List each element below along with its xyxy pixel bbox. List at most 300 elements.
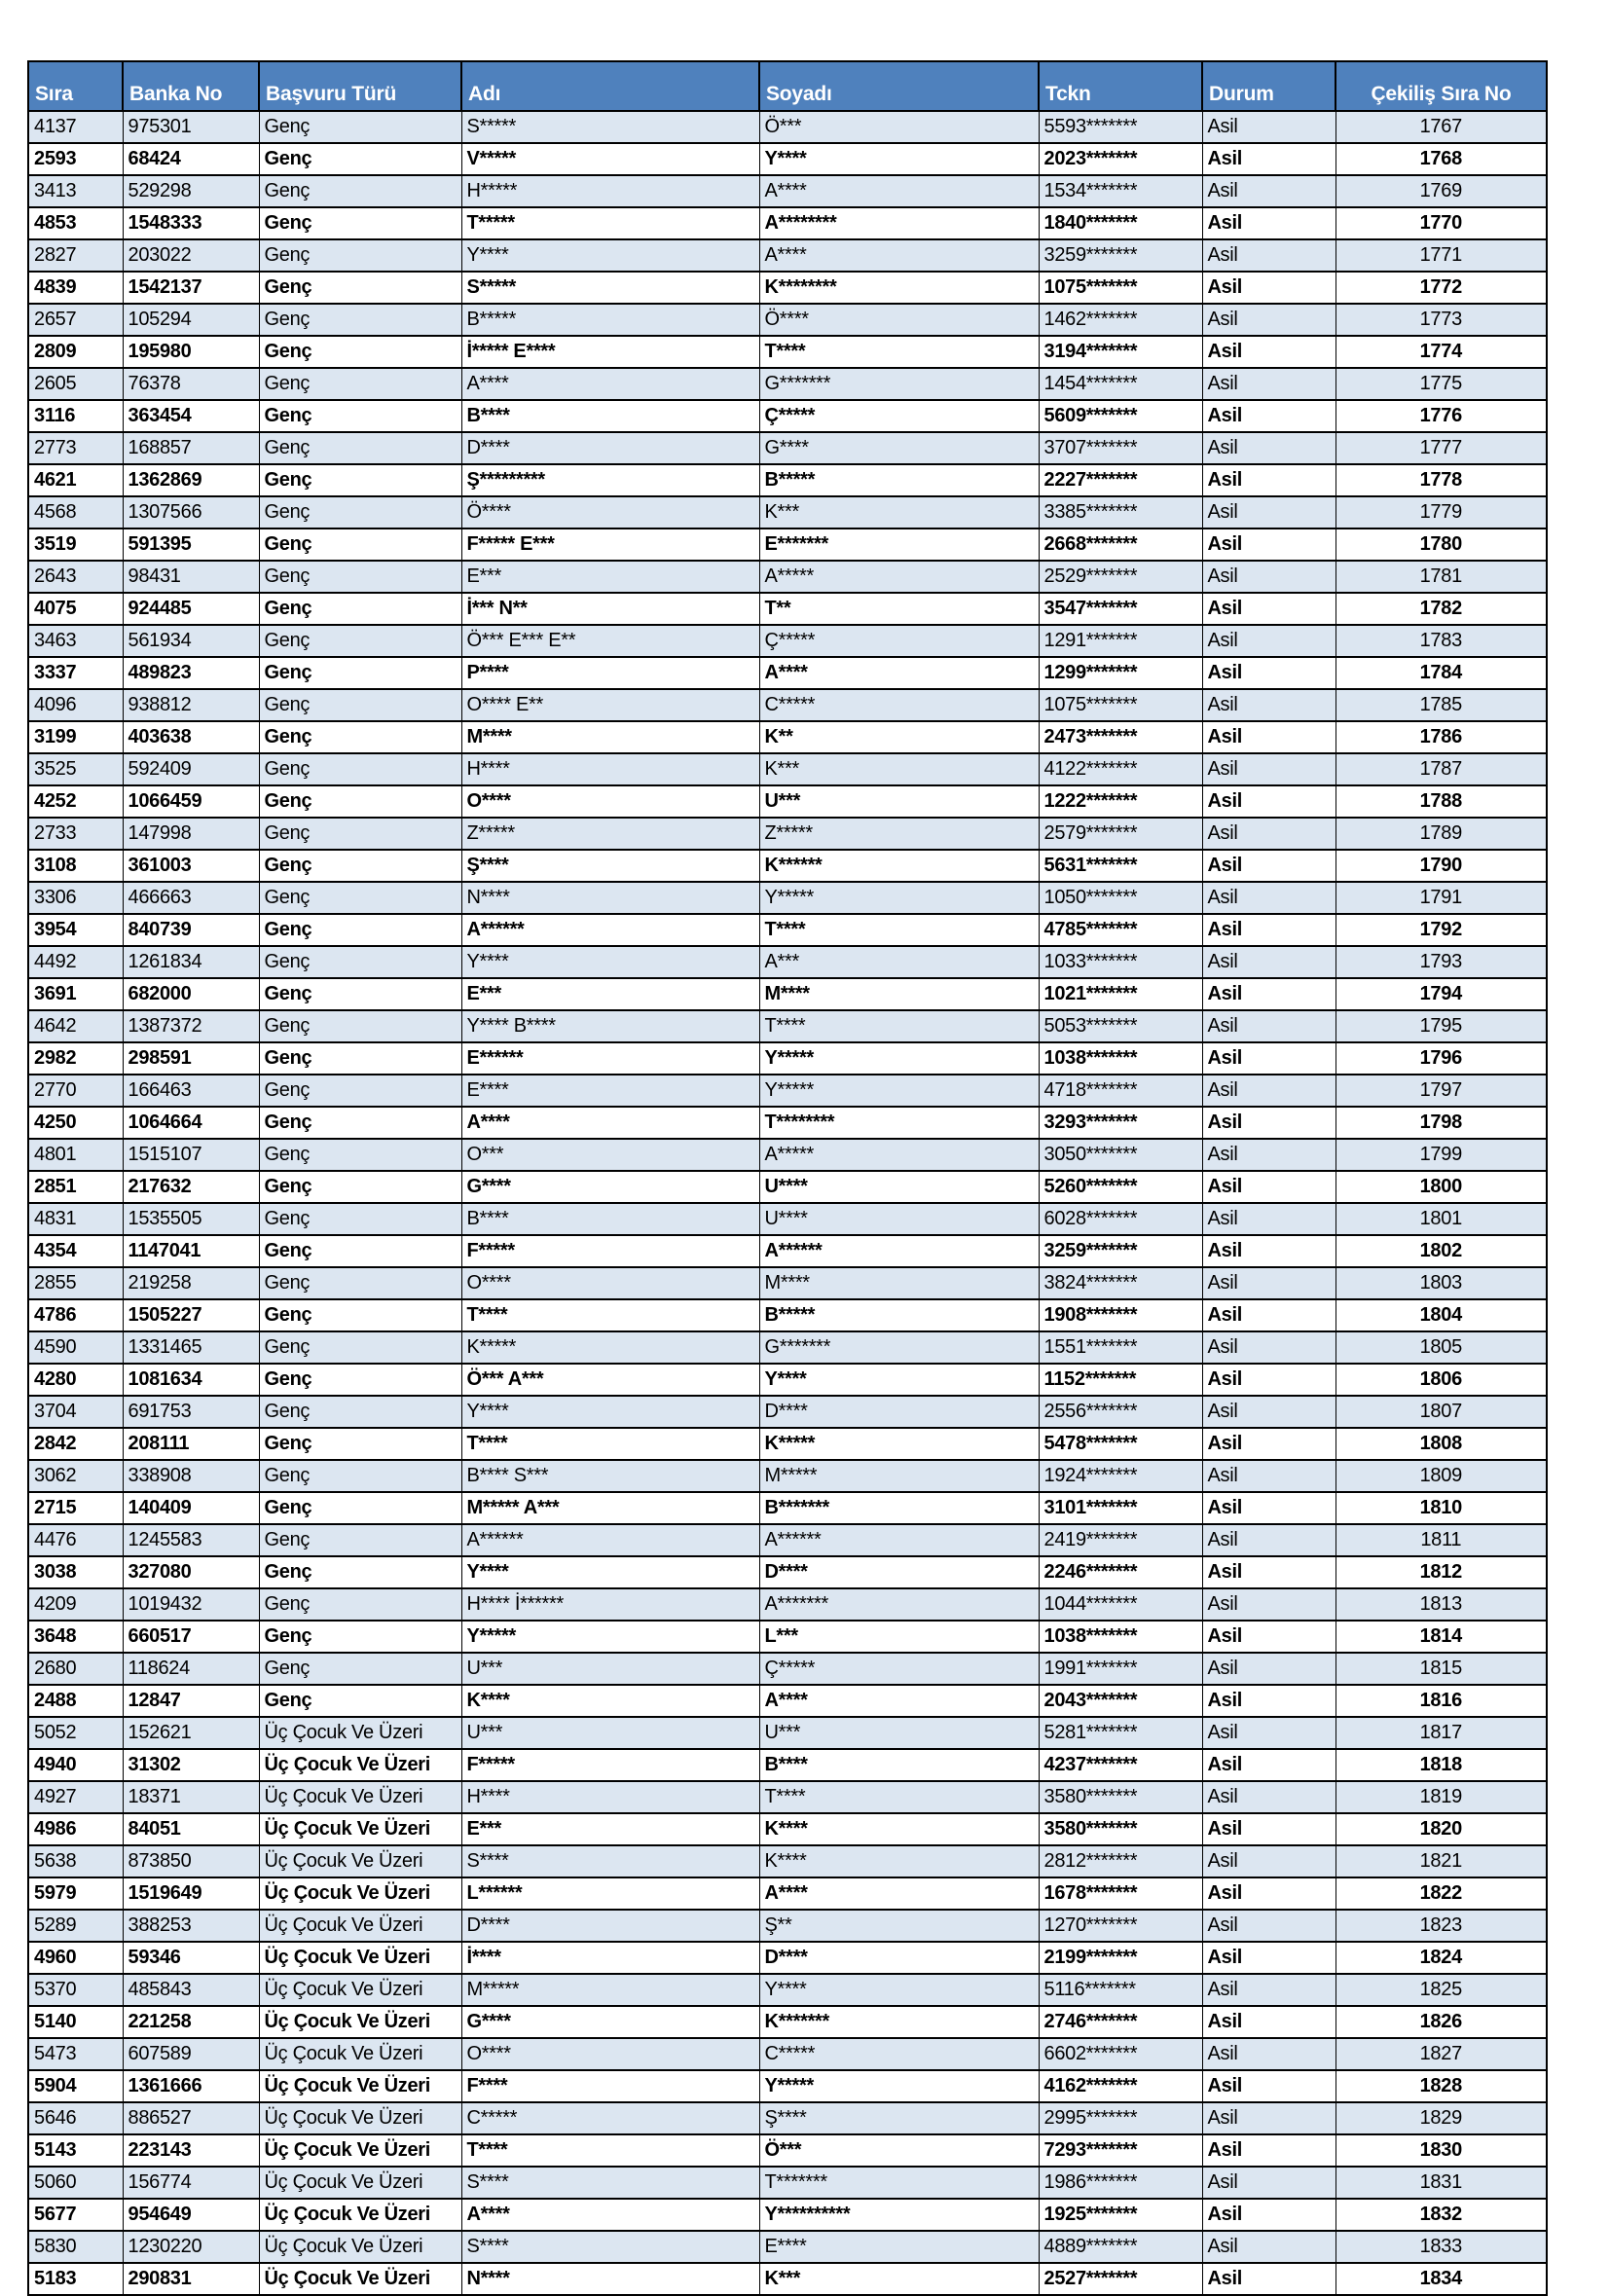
column-header-cekilis-sira-no: Çekiliş Sıra No (1336, 61, 1547, 111)
table-row (28, 593, 1547, 625)
cell-durum: Asil (1202, 1556, 1336, 1588)
cell-durum: Asil (1202, 625, 1336, 657)
table-row (28, 1331, 1547, 1364)
cell-tur: Genç (259, 785, 461, 818)
cell-adi: A**** (461, 1107, 759, 1139)
cell-durum: Asil (1202, 1749, 1336, 1781)
cell-soyadi: Y***** (759, 882, 1039, 914)
cell-soyadi: A******** (759, 207, 1039, 239)
cell-tckn: 3580******* (1039, 1781, 1202, 1813)
cell-tur: Üç Çocuk Ve Üzeri (259, 1749, 461, 1781)
cell-durum: Asil (1202, 882, 1336, 914)
cell-tckn: 6028******* (1039, 1203, 1202, 1235)
cell-tckn: 2668******* (1039, 528, 1202, 561)
cell-banka: 388253 (123, 1910, 259, 1942)
cell-tur: Genç (259, 368, 461, 400)
cell-tckn: 1038******* (1039, 1621, 1202, 1653)
cell-tur: Genç (259, 1460, 461, 1492)
cell-durum: Asil (1202, 1974, 1336, 2006)
cell-sira: 2851 (28, 1171, 123, 1203)
cell-soyadi: B***** (759, 464, 1039, 496)
cell-cekilis: 1775 (1336, 368, 1547, 400)
cell-sira: 4209 (28, 1588, 123, 1621)
cell-sira: 4354 (28, 1235, 123, 1267)
cell-adi: Ö*** E*** E** (461, 625, 759, 657)
cell-banka: 466663 (123, 882, 259, 914)
table-row (28, 818, 1547, 850)
cell-tur: Genç (259, 689, 461, 721)
cell-sira: 2657 (28, 304, 123, 336)
cell-durum: Asil (1202, 1107, 1336, 1139)
cell-banka: 561934 (123, 625, 259, 657)
cell-banka: 938812 (123, 689, 259, 721)
cell-adi: C***** (461, 2102, 759, 2134)
cell-soyadi: E******* (759, 528, 1039, 561)
cell-banka: 691753 (123, 1396, 259, 1428)
cell-banka: 140409 (123, 1492, 259, 1524)
cell-soyadi: M**** (759, 978, 1039, 1010)
cell-soyadi: A***** (759, 561, 1039, 593)
cell-soyadi: T******* (759, 2167, 1039, 2199)
cell-sira: 2827 (28, 239, 123, 272)
table-row (28, 2134, 1547, 2167)
cell-cekilis: 1797 (1336, 1075, 1547, 1107)
cell-durum: Asil (1202, 2070, 1336, 2102)
table-row (28, 689, 1547, 721)
column-header-durum: Durum (1202, 61, 1336, 111)
cell-cekilis: 1788 (1336, 785, 1547, 818)
cell-sira: 2715 (28, 1492, 123, 1524)
cell-soyadi: K******** (759, 272, 1039, 304)
table-row (28, 432, 1547, 464)
cell-adi: F**** (461, 2070, 759, 2102)
cell-cekilis: 1768 (1336, 143, 1547, 175)
cell-adi: B***** (461, 304, 759, 336)
cell-adi: E**** (461, 1075, 759, 1107)
cell-banka: 152621 (123, 1717, 259, 1749)
cell-banka: 1307566 (123, 496, 259, 528)
cell-tckn: 1925******* (1039, 2199, 1202, 2231)
cell-soyadi: T******** (759, 1107, 1039, 1139)
cell-durum: Asil (1202, 496, 1336, 528)
table-row (28, 2263, 1547, 2295)
cell-sira: 3116 (28, 400, 123, 432)
cell-tckn: 1222******* (1039, 785, 1202, 818)
cell-tur: Genç (259, 657, 461, 689)
cell-sira: 3954 (28, 914, 123, 946)
cell-adi: A****** (461, 914, 759, 946)
cell-cekilis: 1829 (1336, 2102, 1547, 2134)
cell-adi: Y**** B**** (461, 1010, 759, 1042)
cell-soyadi: G**** (759, 432, 1039, 464)
cell-sira: 3062 (28, 1460, 123, 1492)
cell-cekilis: 1807 (1336, 1396, 1547, 1428)
cell-adi: B**** S*** (461, 1460, 759, 1492)
cell-tckn: 1270******* (1039, 1910, 1202, 1942)
table-row (28, 2102, 1547, 2134)
cell-adi: T**** (461, 1428, 759, 1460)
table-row (28, 1267, 1547, 1299)
table-row (28, 1845, 1547, 1877)
cell-adi: F***** (461, 1749, 759, 1781)
cell-banka: 168857 (123, 432, 259, 464)
cell-cekilis: 1784 (1336, 657, 1547, 689)
table-header (28, 61, 1547, 111)
cell-durum: Asil (1202, 2102, 1336, 2134)
cell-durum: Asil (1202, 2231, 1336, 2263)
cell-sira: 4476 (28, 1524, 123, 1556)
cell-sira: 2643 (28, 561, 123, 593)
cell-durum: Asil (1202, 1171, 1336, 1203)
column-header-tckn: Tckn (1039, 61, 1202, 111)
cell-soyadi: K*** (759, 753, 1039, 785)
cell-durum: Asil (1202, 1877, 1336, 1910)
cell-sira: 4137 (28, 111, 123, 143)
table-row (28, 368, 1547, 400)
cell-soyadi: A**** (759, 1685, 1039, 1717)
cell-cekilis: 1818 (1336, 1749, 1547, 1781)
cell-tur: Genç (259, 946, 461, 978)
cell-cekilis: 1824 (1336, 1942, 1547, 1974)
table-row (28, 2231, 1547, 2263)
cell-sira: 3648 (28, 1621, 123, 1653)
table-row (28, 1813, 1547, 1845)
cell-tckn: 5116******* (1039, 1974, 1202, 2006)
cell-durum: Asil (1202, 304, 1336, 336)
cell-tckn: 1044******* (1039, 1588, 1202, 1621)
table-row (28, 2070, 1547, 2102)
cell-tur: Genç (259, 1621, 461, 1653)
cell-tur: Genç (259, 175, 461, 207)
table-row (28, 1364, 1547, 1396)
cell-banka: 840739 (123, 914, 259, 946)
cell-tckn: 1152******* (1039, 1364, 1202, 1396)
lottery-results-table (27, 60, 1548, 2296)
cell-soyadi: T**** (759, 1010, 1039, 1042)
cell-soyadi: K****** (759, 850, 1039, 882)
cell-durum: Asil (1202, 432, 1336, 464)
cell-adi: A**** (461, 368, 759, 400)
cell-adi: M**** (461, 721, 759, 753)
cell-adi: Ö**** (461, 496, 759, 528)
cell-durum: Asil (1202, 914, 1336, 946)
cell-cekilis: 1795 (1336, 1010, 1547, 1042)
cell-tur: Genç (259, 1588, 461, 1621)
cell-cekilis: 1816 (1336, 1685, 1547, 1717)
cell-durum: Asil (1202, 978, 1336, 1010)
cell-durum: Asil (1202, 272, 1336, 304)
cell-cekilis: 1771 (1336, 239, 1547, 272)
cell-banka: 195980 (123, 336, 259, 368)
cell-durum: Asil (1202, 1685, 1336, 1717)
cell-adi: F***** E*** (461, 528, 759, 561)
table-row (28, 400, 1547, 432)
cell-soyadi: Ç***** (759, 400, 1039, 432)
cell-banka: 1261834 (123, 946, 259, 978)
cell-tur: Genç (259, 432, 461, 464)
cell-soyadi: K** (759, 721, 1039, 753)
cell-tur: Genç (259, 1267, 461, 1299)
cell-durum: Asil (1202, 1364, 1336, 1396)
cell-durum: Asil (1202, 2263, 1336, 2295)
cell-soyadi: Ö*** (759, 2134, 1039, 2167)
cell-tckn: 1908******* (1039, 1299, 1202, 1331)
cell-banka: 529298 (123, 175, 259, 207)
cell-banka: 489823 (123, 657, 259, 689)
cell-soyadi: Ö**** (759, 304, 1039, 336)
cell-tckn: 2473******* (1039, 721, 1202, 753)
cell-adi: S***** (461, 272, 759, 304)
cell-adi: İ***** E**** (461, 336, 759, 368)
cell-cekilis: 1796 (1336, 1042, 1547, 1075)
table-row (28, 1042, 1547, 1075)
cell-soyadi: Y**** (759, 143, 1039, 175)
cell-banka: 18371 (123, 1781, 259, 1813)
cell-adi: O**** (461, 785, 759, 818)
cell-cekilis: 1776 (1336, 400, 1547, 432)
cell-tckn: 1924******* (1039, 1460, 1202, 1492)
cell-banka: 221258 (123, 2006, 259, 2038)
cell-tur: Genç (259, 528, 461, 561)
cell-adi: L****** (461, 1877, 759, 1910)
table-row (28, 1749, 1547, 1781)
cell-tckn: 5478******* (1039, 1428, 1202, 1460)
cell-tur: Üç Çocuk Ve Üzeri (259, 1813, 461, 1845)
cell-tckn: 1021******* (1039, 978, 1202, 1010)
cell-sira: 4642 (28, 1010, 123, 1042)
cell-cekilis: 1833 (1336, 2231, 1547, 2263)
cell-tckn: 1678******* (1039, 1877, 1202, 1910)
cell-cekilis: 1814 (1336, 1621, 1547, 1653)
cell-tur: Üç Çocuk Ve Üzeri (259, 1845, 461, 1877)
cell-durum: Asil (1202, 1460, 1336, 1492)
cell-soyadi: G******* (759, 368, 1039, 400)
cell-banka: 223143 (123, 2134, 259, 2167)
cell-tur: Genç (259, 272, 461, 304)
table-row (28, 1460, 1547, 1492)
cell-cekilis: 1780 (1336, 528, 1547, 561)
cell-cekilis: 1802 (1336, 1235, 1547, 1267)
cell-tckn: 3050******* (1039, 1139, 1202, 1171)
cell-soyadi: Ö*** (759, 111, 1039, 143)
cell-cekilis: 1823 (1336, 1910, 1547, 1942)
cell-soyadi: T**** (759, 336, 1039, 368)
cell-tckn: 2023******* (1039, 143, 1202, 175)
cell-tckn: 1462******* (1039, 304, 1202, 336)
table-row (28, 2167, 1547, 2199)
cell-banka: 363454 (123, 400, 259, 432)
table-row (28, 946, 1547, 978)
cell-banka: 1515107 (123, 1139, 259, 1171)
cell-banka: 361003 (123, 850, 259, 882)
cell-banka: 591395 (123, 528, 259, 561)
cell-tckn: 4889******* (1039, 2231, 1202, 2263)
cell-sira: 5473 (28, 2038, 123, 2070)
cell-adi: E****** (461, 1042, 759, 1075)
table-row (28, 625, 1547, 657)
cell-tckn: 5631******* (1039, 850, 1202, 882)
cell-soyadi: A**** (759, 239, 1039, 272)
cell-adi: Ş**** (461, 850, 759, 882)
cell-tckn: 2812******* (1039, 1845, 1202, 1877)
cell-adi: Y**** (461, 1396, 759, 1428)
cell-adi: S***** (461, 111, 759, 143)
cell-durum: Asil (1202, 400, 1336, 432)
cell-tur: Üç Çocuk Ve Üzeri (259, 1717, 461, 1749)
table-row (28, 1428, 1547, 1460)
cell-soyadi: U**** (759, 1171, 1039, 1203)
table-row (28, 2006, 1547, 2038)
cell-sira: 4940 (28, 1749, 123, 1781)
cell-tur: Genç (259, 1299, 461, 1331)
cell-tur: Genç (259, 1139, 461, 1171)
cell-cekilis: 1770 (1336, 207, 1547, 239)
cell-cekilis: 1828 (1336, 2070, 1547, 2102)
table-row (28, 1075, 1547, 1107)
cell-tckn: 3194******* (1039, 336, 1202, 368)
column-header-adi: Adı (461, 61, 759, 111)
table-row (28, 2038, 1547, 2070)
cell-adi: A****** (461, 1524, 759, 1556)
cell-tckn: 6602******* (1039, 2038, 1202, 2070)
table-row (28, 1556, 1547, 1588)
cell-banka: 290831 (123, 2263, 259, 2295)
cell-tur: Genç (259, 1524, 461, 1556)
cell-sira: 4590 (28, 1331, 123, 1364)
cell-banka: 1535505 (123, 1203, 259, 1235)
cell-cekilis: 1806 (1336, 1364, 1547, 1396)
cell-banka: 147998 (123, 818, 259, 850)
cell-cekilis: 1769 (1336, 175, 1547, 207)
table-body (28, 111, 1547, 2295)
cell-adi: V***** (461, 143, 759, 175)
cell-tur: Genç (259, 561, 461, 593)
table-row (28, 336, 1547, 368)
cell-tckn: 4785******* (1039, 914, 1202, 946)
table-row (28, 1942, 1547, 1974)
table-row (28, 1621, 1547, 1653)
table-row (28, 496, 1547, 528)
cell-banka: 217632 (123, 1171, 259, 1203)
cell-sira: 3038 (28, 1556, 123, 1588)
cell-sira: 4568 (28, 496, 123, 528)
cell-cekilis: 1819 (1336, 1781, 1547, 1813)
cell-tckn: 1075******* (1039, 689, 1202, 721)
cell-durum: Asil (1202, 1813, 1336, 1845)
cell-durum: Asil (1202, 946, 1336, 978)
cell-tckn: 5260******* (1039, 1171, 1202, 1203)
cell-banka: 31302 (123, 1749, 259, 1781)
cell-banka: 1066459 (123, 785, 259, 818)
cell-soyadi: Ş**** (759, 2102, 1039, 2134)
cell-sira: 2842 (28, 1428, 123, 1460)
cell-cekilis: 1810 (1336, 1492, 1547, 1524)
table-row (28, 721, 1547, 753)
cell-tckn: 1840******* (1039, 207, 1202, 239)
table-header-row (28, 61, 1547, 111)
cell-durum: Asil (1202, 1267, 1336, 1299)
cell-sira: 3306 (28, 882, 123, 914)
cell-banka: 156774 (123, 2167, 259, 2199)
cell-banka: 607589 (123, 2038, 259, 2070)
cell-soyadi: A**** (759, 175, 1039, 207)
cell-adi: O*** (461, 1139, 759, 1171)
cell-adi: O**** (461, 1267, 759, 1299)
cell-cekilis: 1782 (1336, 593, 1547, 625)
cell-adi: O**** E** (461, 689, 759, 721)
cell-soyadi: G******* (759, 1331, 1039, 1364)
cell-adi: Y**** (461, 946, 759, 978)
cell-sira: 2593 (28, 143, 123, 175)
cell-tur: Genç (259, 1010, 461, 1042)
cell-tur: Genç (259, 1203, 461, 1235)
cell-sira: 2733 (28, 818, 123, 850)
cell-durum: Asil (1202, 336, 1336, 368)
cell-banka: 1147041 (123, 1235, 259, 1267)
cell-tur: Üç Çocuk Ve Üzeri (259, 2167, 461, 2199)
cell-durum: Asil (1202, 2134, 1336, 2167)
cell-tckn: 1075******* (1039, 272, 1202, 304)
cell-sira: 5830 (28, 2231, 123, 2263)
cell-soyadi: T**** (759, 914, 1039, 946)
cell-banka: 1019432 (123, 1588, 259, 1621)
cell-cekilis: 1777 (1336, 432, 1547, 464)
cell-adi: T***** (461, 207, 759, 239)
cell-adi: N**** (461, 882, 759, 914)
cell-banka: 403638 (123, 721, 259, 753)
cell-tur: Genç (259, 882, 461, 914)
cell-sira: 3691 (28, 978, 123, 1010)
cell-tckn: 3824******* (1039, 1267, 1202, 1299)
cell-durum: Asil (1202, 2199, 1336, 2231)
cell-tur: Genç (259, 1331, 461, 1364)
cell-cekilis: 1772 (1336, 272, 1547, 304)
cell-soyadi: A****** (759, 1235, 1039, 1267)
table-row (28, 1685, 1547, 1717)
cell-cekilis: 1803 (1336, 1267, 1547, 1299)
cell-durum: Asil (1202, 2167, 1336, 2199)
cell-banka: 1387372 (123, 1010, 259, 1042)
cell-cekilis: 1820 (1336, 1813, 1547, 1845)
cell-tur: Genç (259, 1492, 461, 1524)
cell-tur: Genç (259, 1428, 461, 1460)
cell-tur: Üç Çocuk Ve Üzeri (259, 1942, 461, 1974)
cell-banka: 1230220 (123, 2231, 259, 2263)
cell-soyadi: K**** (759, 1813, 1039, 1845)
cell-tur: Genç (259, 1107, 461, 1139)
cell-cekilis: 1804 (1336, 1299, 1547, 1331)
cell-tckn: 4162******* (1039, 2070, 1202, 2102)
cell-sira: 3337 (28, 657, 123, 689)
cell-tur: Genç (259, 143, 461, 175)
cell-adi: S**** (461, 2167, 759, 2199)
column-header-soyadi: Soyadı (759, 61, 1039, 111)
table-row (28, 207, 1547, 239)
cell-banka: 1362869 (123, 464, 259, 496)
cell-soyadi: A**** (759, 657, 1039, 689)
table-row (28, 978, 1547, 1010)
cell-sira: 4621 (28, 464, 123, 496)
cell-adi: P**** (461, 657, 759, 689)
cell-banka: 1542137 (123, 272, 259, 304)
cell-soyadi: A***** (759, 1139, 1039, 1171)
table-row (28, 1492, 1547, 1524)
cell-adi: H***** (461, 175, 759, 207)
cell-cekilis: 1786 (1336, 721, 1547, 753)
cell-durum: Asil (1202, 850, 1336, 882)
cell-sira: 5183 (28, 2263, 123, 2295)
cell-tur: Üç Çocuk Ve Üzeri (259, 2263, 461, 2295)
